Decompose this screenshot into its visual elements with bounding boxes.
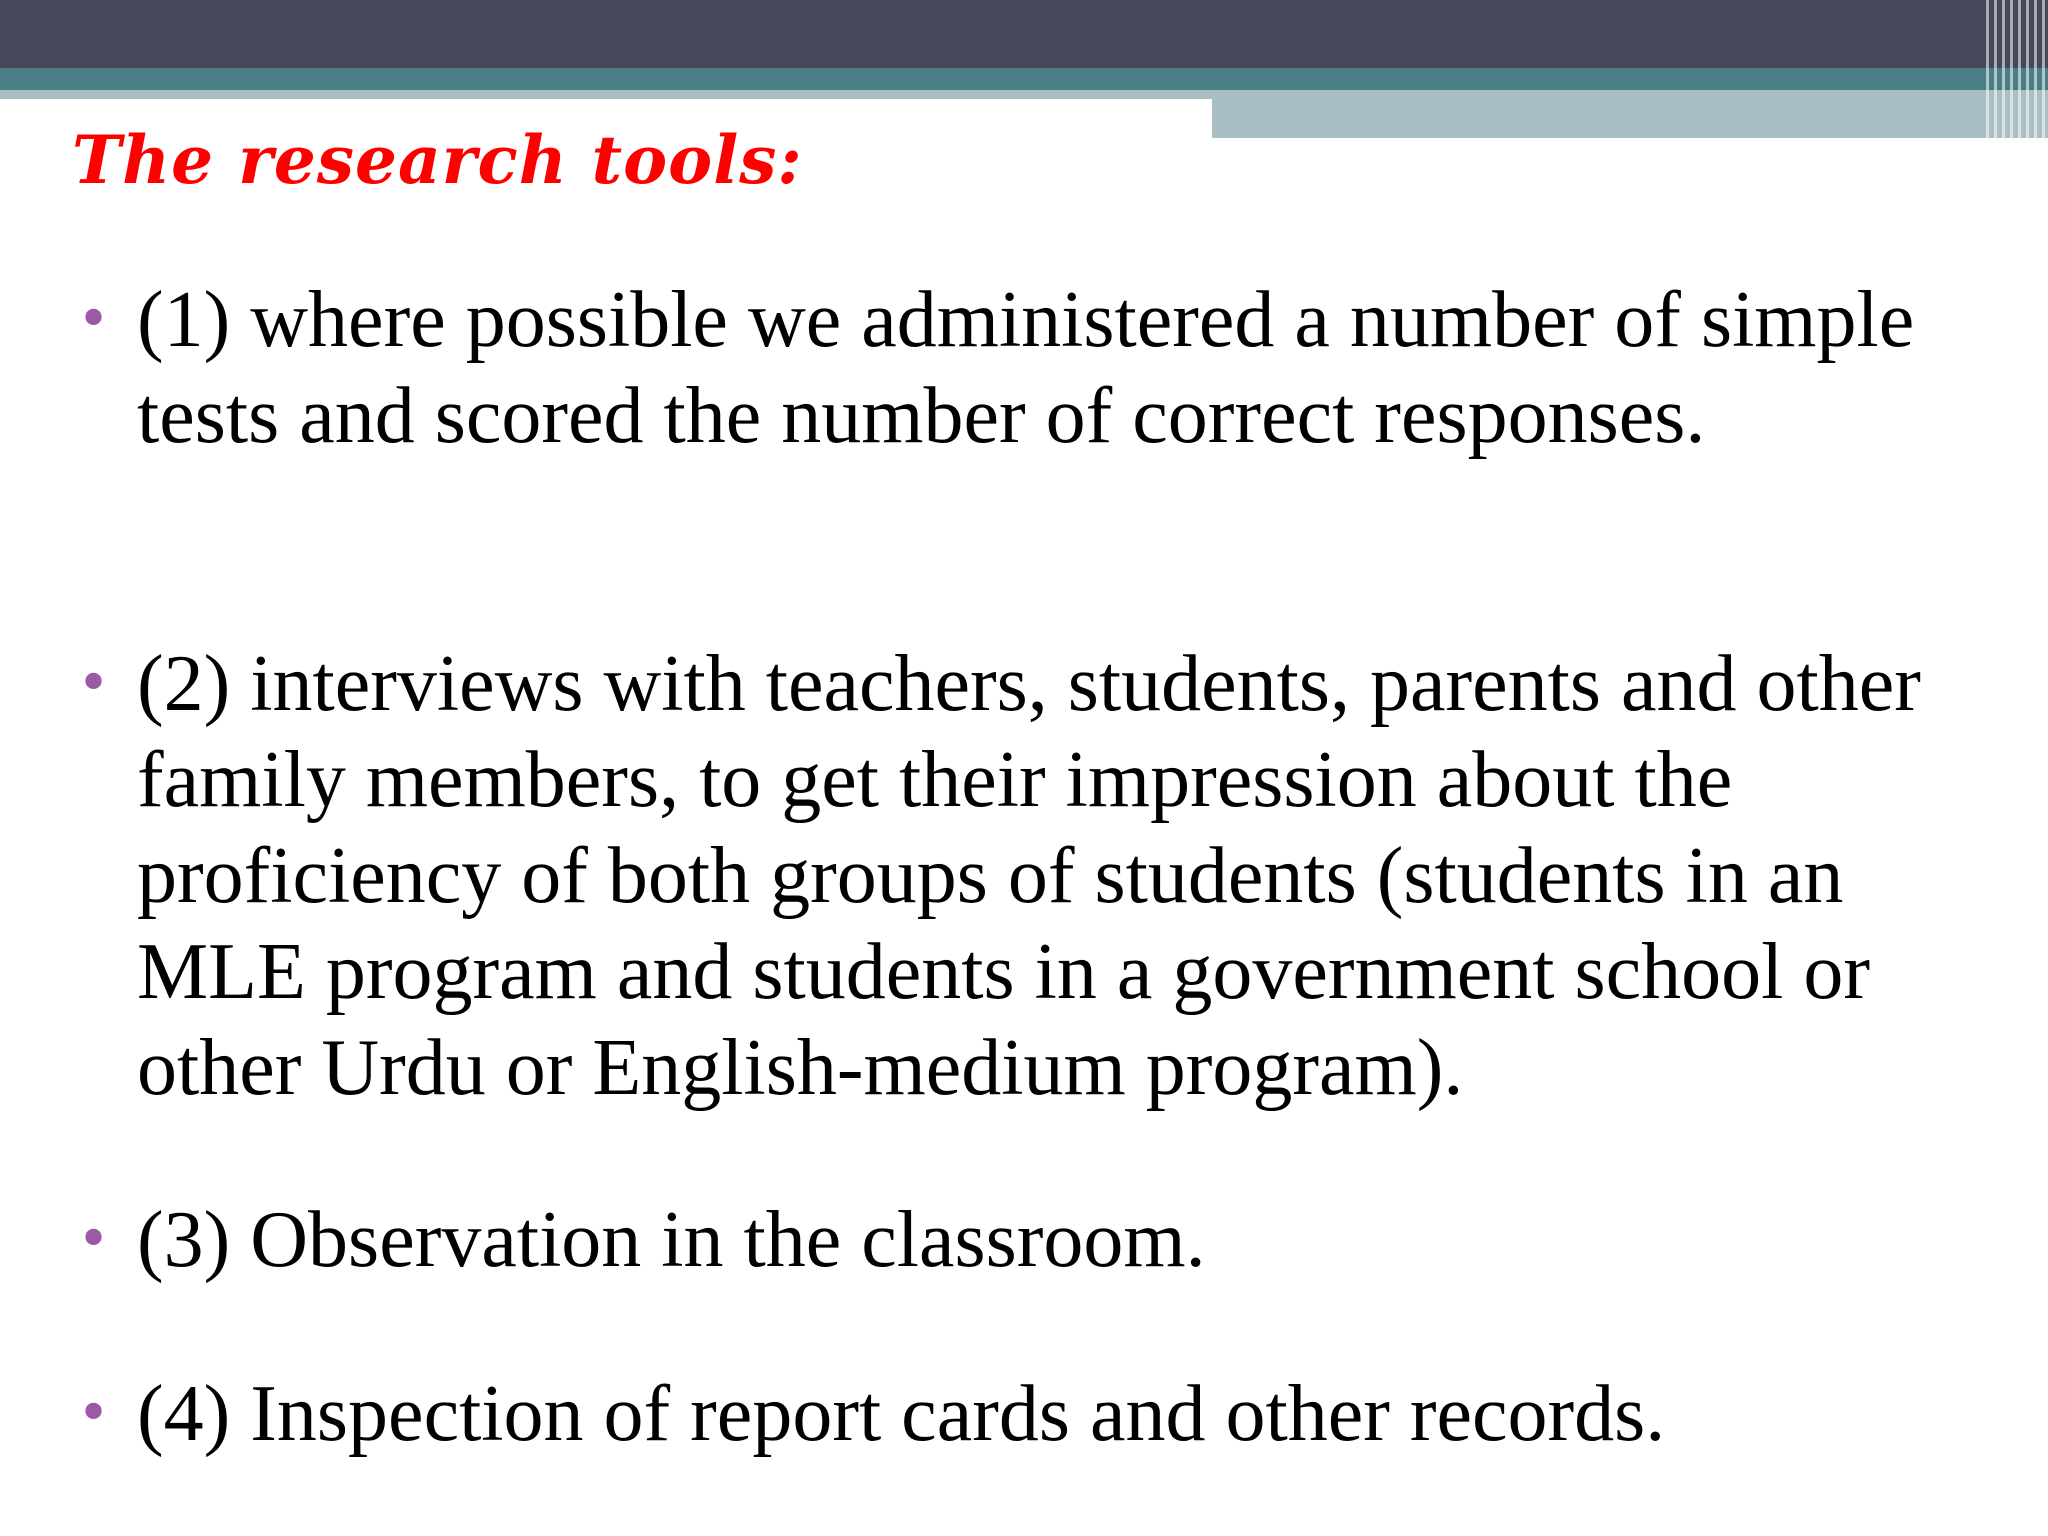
bullet-text-4: (4) Inspection of report cards and other records. <box>137 1370 1666 1458</box>
bullet-text-2: (2) interviews with teachers, students, parents and other family members, to get their impression about the proficiency of both groups of students (students in an MLE program and students in a government school or other Urdu or English-medium program). <box>137 640 1921 1112</box>
slide-title: The research tools: <box>72 121 803 199</box>
header-band-teal <box>0 68 2048 90</box>
bullet-marker-icon: • <box>77 651 111 716</box>
bullet-text-3: (3) Observation in the classroom. <box>137 1196 1206 1284</box>
header-band-light-left <box>0 90 1212 99</box>
bullet-item-2 <box>77 636 1997 1116</box>
bullet-marker-icon: • <box>77 1381 111 1446</box>
header-band-dark <box>0 0 2048 68</box>
bullet-item-4 <box>77 1366 1997 1462</box>
header-band-light-right <box>1212 90 2048 138</box>
bullet-text-1: (1) where possible we administered a number of simple tests and scored the number of correct responses. <box>137 276 1915 460</box>
bullet-item-1 <box>77 272 1997 464</box>
bullet-marker-icon: • <box>77 1207 111 1272</box>
header-edge-stripes <box>1986 0 2048 138</box>
bullet-item-3 <box>77 1192 1997 1288</box>
bullet-marker-icon: • <box>77 287 111 352</box>
